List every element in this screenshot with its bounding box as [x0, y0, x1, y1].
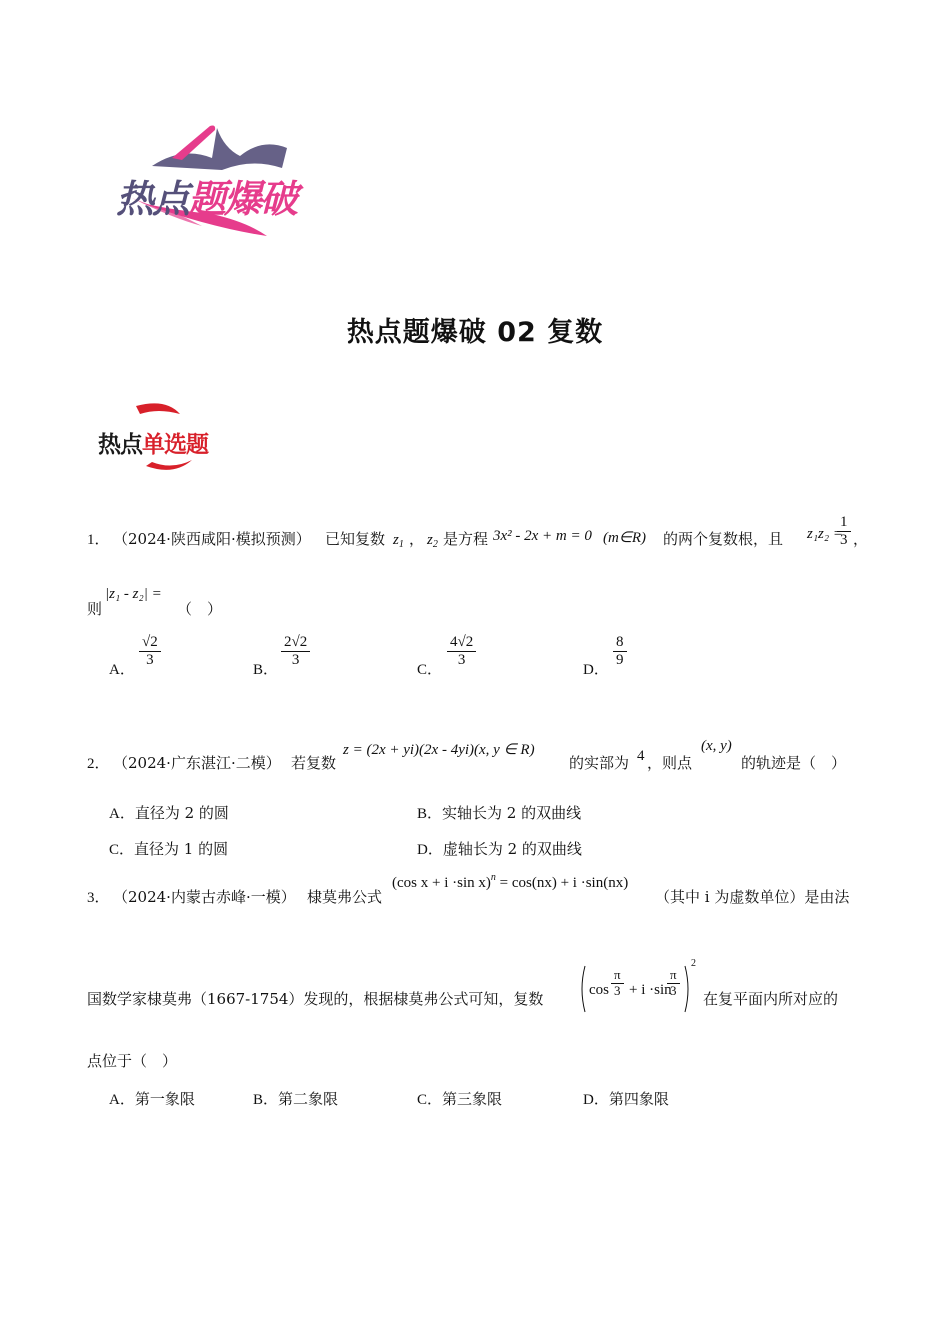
q2-option-c[interactable]: C．直径为 1 的圆: [109, 840, 229, 858]
q1-end: ，: [853, 530, 869, 548]
q2-text-b: 的实部为: [569, 754, 630, 772]
q2-value: 4: [637, 748, 645, 764]
page-title: 热点题爆破 02 复数: [346, 317, 604, 348]
badge-text-red: 单选题: [142, 432, 208, 458]
q2-point: (x, y): [701, 738, 732, 754]
q1-options: A． $\frac{√2}{3}$ B． $\frac{2√2}{3}$ C． $\frac{4√2}{3}$ D． $\frac{8}{9}$: [87, 634, 877, 694]
question-1: [87, 512, 877, 694]
q3-line2-a: 国数学家棣莫弗（1667-1754）发现的，根据棣莫弗公式可知，复数: [87, 990, 544, 1008]
q1-equation: 3x² - 2x + m = 0: [493, 528, 592, 544]
q2-number: 2．: [87, 756, 110, 772]
badge-text-dark: 热点: [98, 432, 142, 458]
q1-text-b: 是方程: [443, 530, 489, 548]
q3-complex-expr: cos $\frac{\pi}{3}$ + i ·sin $\frac{\pi}{3}$ 2: [579, 962, 695, 1016]
q1-text-c: 的两个复数根，且: [663, 530, 784, 548]
q1-paren: （ ）: [177, 600, 223, 618]
q3-text-b: （其中 i 为虚数单位）是由法: [655, 888, 850, 906]
q2-expr: z = (2x + yi)(2x - 4yi)(x, y ∈ R): [343, 742, 535, 758]
q2-text-d: 的轨迹是（ ）: [741, 754, 847, 772]
q2-text-c: ，则点: [647, 754, 693, 772]
section-badge: [96, 400, 236, 480]
q1-comma: ，: [409, 530, 425, 548]
q1-text-a: 已知复数: [325, 530, 386, 548]
q1-number: 1．: [87, 532, 110, 548]
logo: [112, 118, 332, 243]
q1-product: z₁z₂ =: [807, 526, 843, 542]
q2-option-a[interactable]: A．直径为 2 的圆: [109, 804, 229, 822]
logo-text-pink: 题爆破: [188, 177, 297, 221]
q3-number: 3．: [87, 890, 110, 906]
q3-formula: (cos x + i ·sin x)$^n$ = cos(nx) + i ·sin(nx): [392, 872, 629, 891]
q2-option-d[interactable]: D．虚轴长为 2 的双曲线: [417, 840, 582, 858]
q2-option-b[interactable]: B．实轴长为 2 的双曲线: [417, 804, 582, 822]
question-2: [87, 736, 877, 866]
q1-abs-expr: |z₁ - z₂| =: [105, 586, 162, 602]
q3-line3: 点位于（ ）: [87, 1052, 178, 1070]
q3-option-b[interactable]: B．第二象限: [253, 1090, 339, 1108]
q3-line2-b: 在复平面内所对应的: [703, 990, 839, 1008]
q1-z2: $z_2$: [427, 532, 438, 550]
q2-source: （2024·广东湛江·二模）: [113, 754, 281, 772]
q2-text-a: 若复数: [291, 754, 337, 772]
q1-z1: $z_1$: [393, 532, 404, 550]
q1-line2-prefix: 则: [87, 600, 103, 618]
q1-line-1: [87, 512, 877, 556]
q3-text-a: 棣莫弗公式: [307, 888, 383, 906]
logo-text-dark: 热点: [116, 177, 189, 221]
question-3: [87, 868, 877, 1118]
q3-option-d[interactable]: D．第四象限: [583, 1090, 669, 1108]
q1-source: （2024·陕西咸阳·模拟预测）: [113, 530, 311, 548]
q3-option-a[interactable]: A．第一象限: [109, 1090, 195, 1108]
q3-source: （2024·内蒙古赤峰·一模）: [113, 888, 296, 906]
q1-condition: (m∈R): [603, 530, 647, 546]
q3-option-c[interactable]: C．第三象限: [417, 1090, 503, 1108]
q1-fraction: $\frac{1}{3}$: [837, 514, 851, 550]
